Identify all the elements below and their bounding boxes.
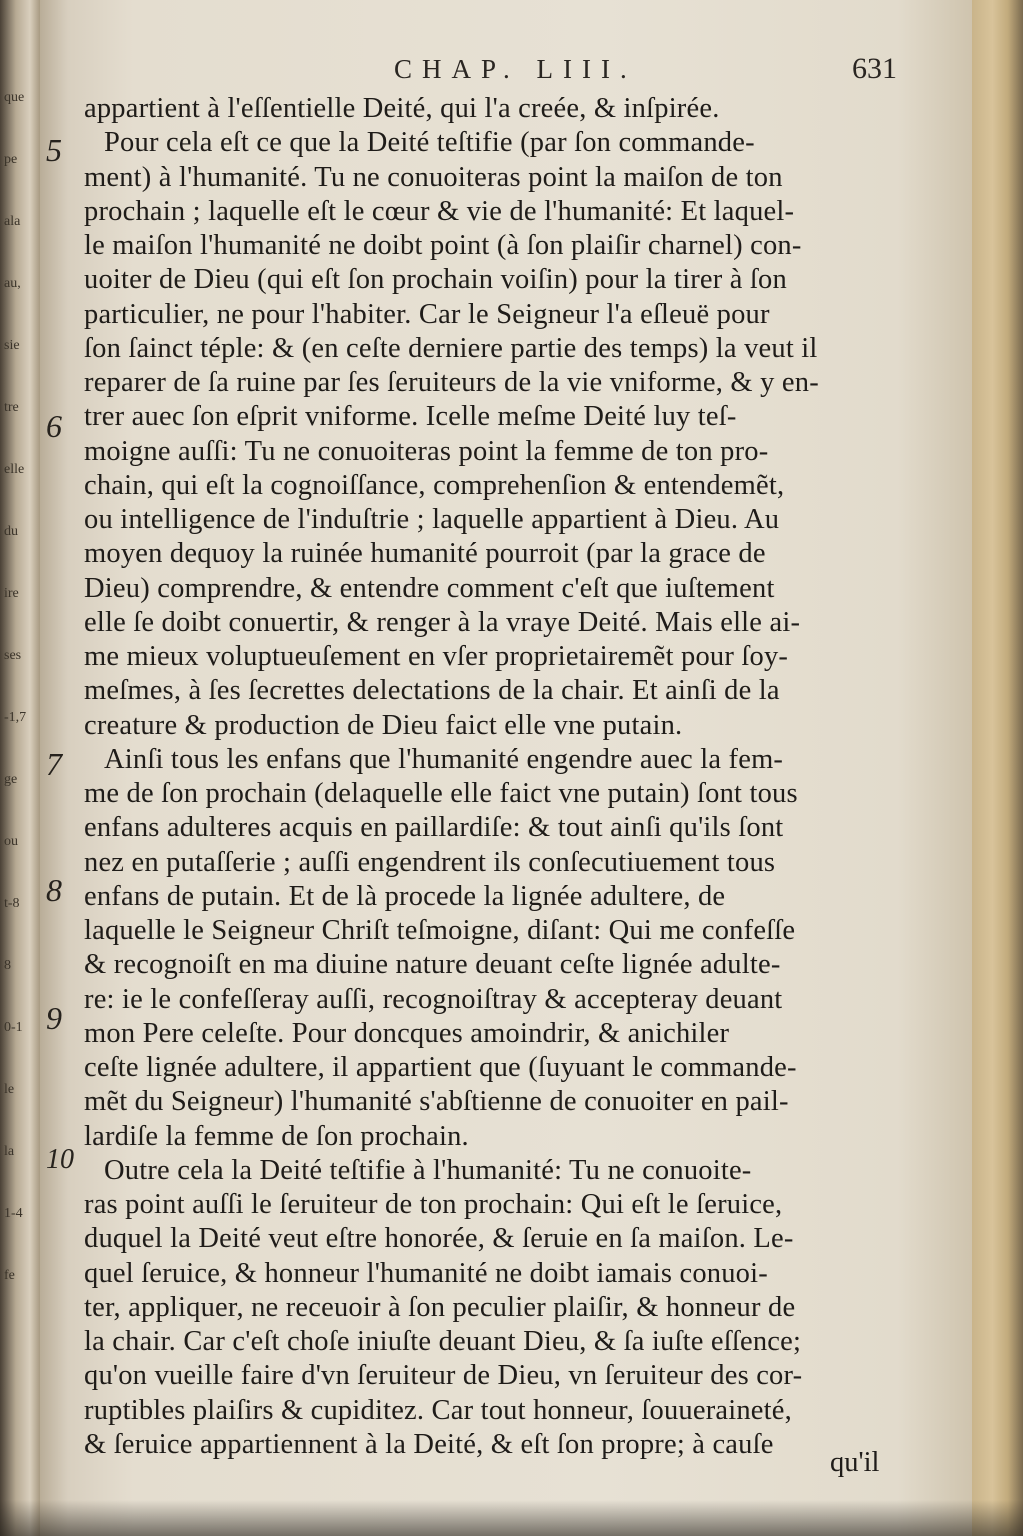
text-line: ter, appliquer, ne receuoir à ſon peculier plaiſir, & honneur de — [84, 1291, 796, 1323]
facing-page-fragment: ou — [4, 834, 18, 849]
facing-page-fragment: 1-4 — [4, 1206, 23, 1221]
book-page — [40, 0, 972, 1536]
facing-page-fragment: du — [4, 524, 18, 539]
text-line: la chair. Car c'eſt choſe iniuſte deuant Dieu, & ſa iuſte eſſence; — [84, 1326, 802, 1357]
facing-page-fragment: ire — [4, 586, 19, 601]
facing-page-fragment: que — [4, 90, 25, 105]
text-line: enfans de putain. Et de là procede la lignée adultere, de — [84, 880, 726, 912]
text-line: mẽt du Seigneur) l'humanité s'abſtienne de conuoiter en pail- — [84, 1086, 789, 1118]
text-line: moigne auſſi: Tu ne conuoiteras point la femme de ton pro- — [84, 435, 769, 467]
text-line: reparer de ſa ruine par ſes ſeruiteurs de la vie vniforme, & y en- — [84, 367, 819, 398]
margin-number-8: 8 — [46, 872, 62, 908]
text-line: ruptibles plaiſirs & cupiditez. Car tout honneur, ſouueraineté, — [84, 1394, 792, 1426]
text-line: chain, qui eſt la cognoiſſance, comprehenſion & entendemẽt, — [84, 469, 785, 501]
margin-number-5: 5 — [46, 132, 62, 168]
text-line: qu'on vueille faire d'vn ſeruiteur de Dieu, vn ſeruiteur des cor- — [84, 1360, 803, 1392]
facing-page-fragment: -1,7 — [4, 710, 27, 725]
text-line: le maiſon l'humanité ne doibt point (à ſon plaiſir charnel) con- — [84, 230, 802, 261]
text-line: ſon ſainct téple: & (en ceſte derniere partie des temps) la veut il — [84, 332, 818, 364]
facing-page-fragment: le — [4, 1082, 15, 1097]
facing-page-fragment: sie — [4, 338, 20, 353]
text-line: mon Pere celeſte. Pour doncques amoindrir, & anichiler — [84, 1017, 730, 1049]
text-line: Dieu) comprendre, & entendre comment c'eſt que iuſtement — [84, 572, 775, 604]
margin-number-6: 6 — [46, 408, 62, 444]
margin-number-7: 7 — [46, 746, 62, 782]
facing-page-fragment: ge — [4, 772, 18, 787]
text-line: ou intelligence de l'induſtrie ; laquelle appartient à Dieu. Au — [84, 504, 780, 535]
facing-page-fragment: au, — [4, 276, 21, 291]
facing-page-fragment: ses — [4, 648, 22, 663]
page-fore-edge — [972, 0, 1023, 1536]
text-line: particulier, ne pour l'habiter. Car le Seigneur l'a eſleuë pour — [84, 298, 770, 330]
text-line: duquel la Deité veut eſtre honorée, & ſeruie en ſa maiſon. Le- — [84, 1223, 794, 1255]
facing-page-fragment: t-8 — [4, 896, 20, 911]
text-line: & recognoiſt en ma diuine nature deuant ceſte lignée adulte- — [84, 949, 781, 981]
text-line: Ainſi tous les enfans que l'humanité engendre auec la fem- — [104, 743, 784, 775]
margin-number-9: 9 — [46, 1000, 62, 1036]
text-line: meſmes, à ſes ſecrettes delectations de la chair. Et ainſi de la — [84, 675, 780, 707]
text-line: re: ie le confeſſeray auſſi, recognoiſtray & accepteray deuant — [84, 983, 783, 1015]
facing-page-fragment: la — [4, 1144, 15, 1159]
text-line: laquelle le Seigneur Chriſt teſmoigne, diſant: Qui me confeſſe — [84, 915, 796, 946]
catchword: qu'il — [830, 1447, 880, 1478]
facing-page-edge — [0, 0, 40, 1536]
running-head — [40, 52, 972, 92]
text-line: appartient à l'eſſentielle Deité, qui l'a creée, & inſpirée. — [84, 93, 720, 124]
text-line: creature & production de Dieu faict elle vne putain. — [84, 709, 683, 741]
text-line: moyen dequoy la ruinée humanité pourroit (par la grace de — [84, 538, 766, 570]
text-line: & ſeruice appartiennent à la Deité, & eſt ſon propre; à cauſe — [84, 1428, 774, 1460]
bottom-shadow — [0, 1500, 1023, 1536]
facing-page-fragment: 8 — [4, 958, 11, 973]
text-line: me mieux voluptueuſement en vſer proprietairemẽt pour ſoy- — [84, 641, 789, 672]
facing-page-fragment: tre — [4, 400, 19, 415]
facing-page-fragment: fe — [4, 1268, 15, 1283]
text-line: nez en putaſſerie ; auſſi engendrent ils conſecutiuement tous — [84, 846, 776, 878]
facing-page-fragment: pe — [4, 152, 18, 167]
text-line: ras point auſſi le ſeruiteur de ton prochain: Qui eſt le ſeruice, — [84, 1189, 783, 1220]
text-line: ment) à l'humanité. Tu ne conuoiteras point la maiſon de ton — [84, 161, 783, 193]
text-line: prochain ; laquelle eſt le cœur & vie de l'humanité: Et laquel- — [84, 195, 795, 227]
text-line: uoiter de Dieu (qui eſt ſon prochain voiſin) pour la tirer à ſon — [84, 264, 787, 296]
text-line: elle ſe doibt conuertir, & renger à la vraye Deité. Mais elle ai- — [84, 606, 801, 638]
chapter-title: CHAP. LIII. — [394, 54, 637, 84]
text-line: enfans adulteres acquis en paillardiſe: & tout ainſi qu'ils ſont — [84, 812, 784, 844]
margin-number-10: 10 — [46, 1144, 74, 1175]
text-line: Outre cela la Deité teſtifie à l'humanité: Tu ne conuoite- — [104, 1154, 752, 1186]
page-number: 631 — [852, 52, 897, 85]
text-line: lardiſe la femme de ſon prochain. — [84, 1120, 469, 1152]
text-line: trer auec ſon eſprit vniforme. Icelle meſme Deité luy teſ- — [84, 401, 737, 433]
text-line: Pour cela eſt ce que la Deité teſtifie (par ſon commande- — [104, 127, 755, 159]
text-line: me de ſon prochain (delaquelle elle faict vne putain) ſont tous — [84, 778, 798, 809]
facing-page-fragment: 0-1 — [4, 1020, 23, 1035]
facing-page-fragment: ala — [4, 214, 21, 229]
text-line: ceſte lignée adultere, il appartient que (ſuyuant le commande- — [84, 1052, 797, 1083]
text-line: quel ſeruice, & honneur l'humanité ne doibt iamais conuoi- — [84, 1257, 768, 1289]
facing-page-fragment: elle — [4, 462, 25, 477]
